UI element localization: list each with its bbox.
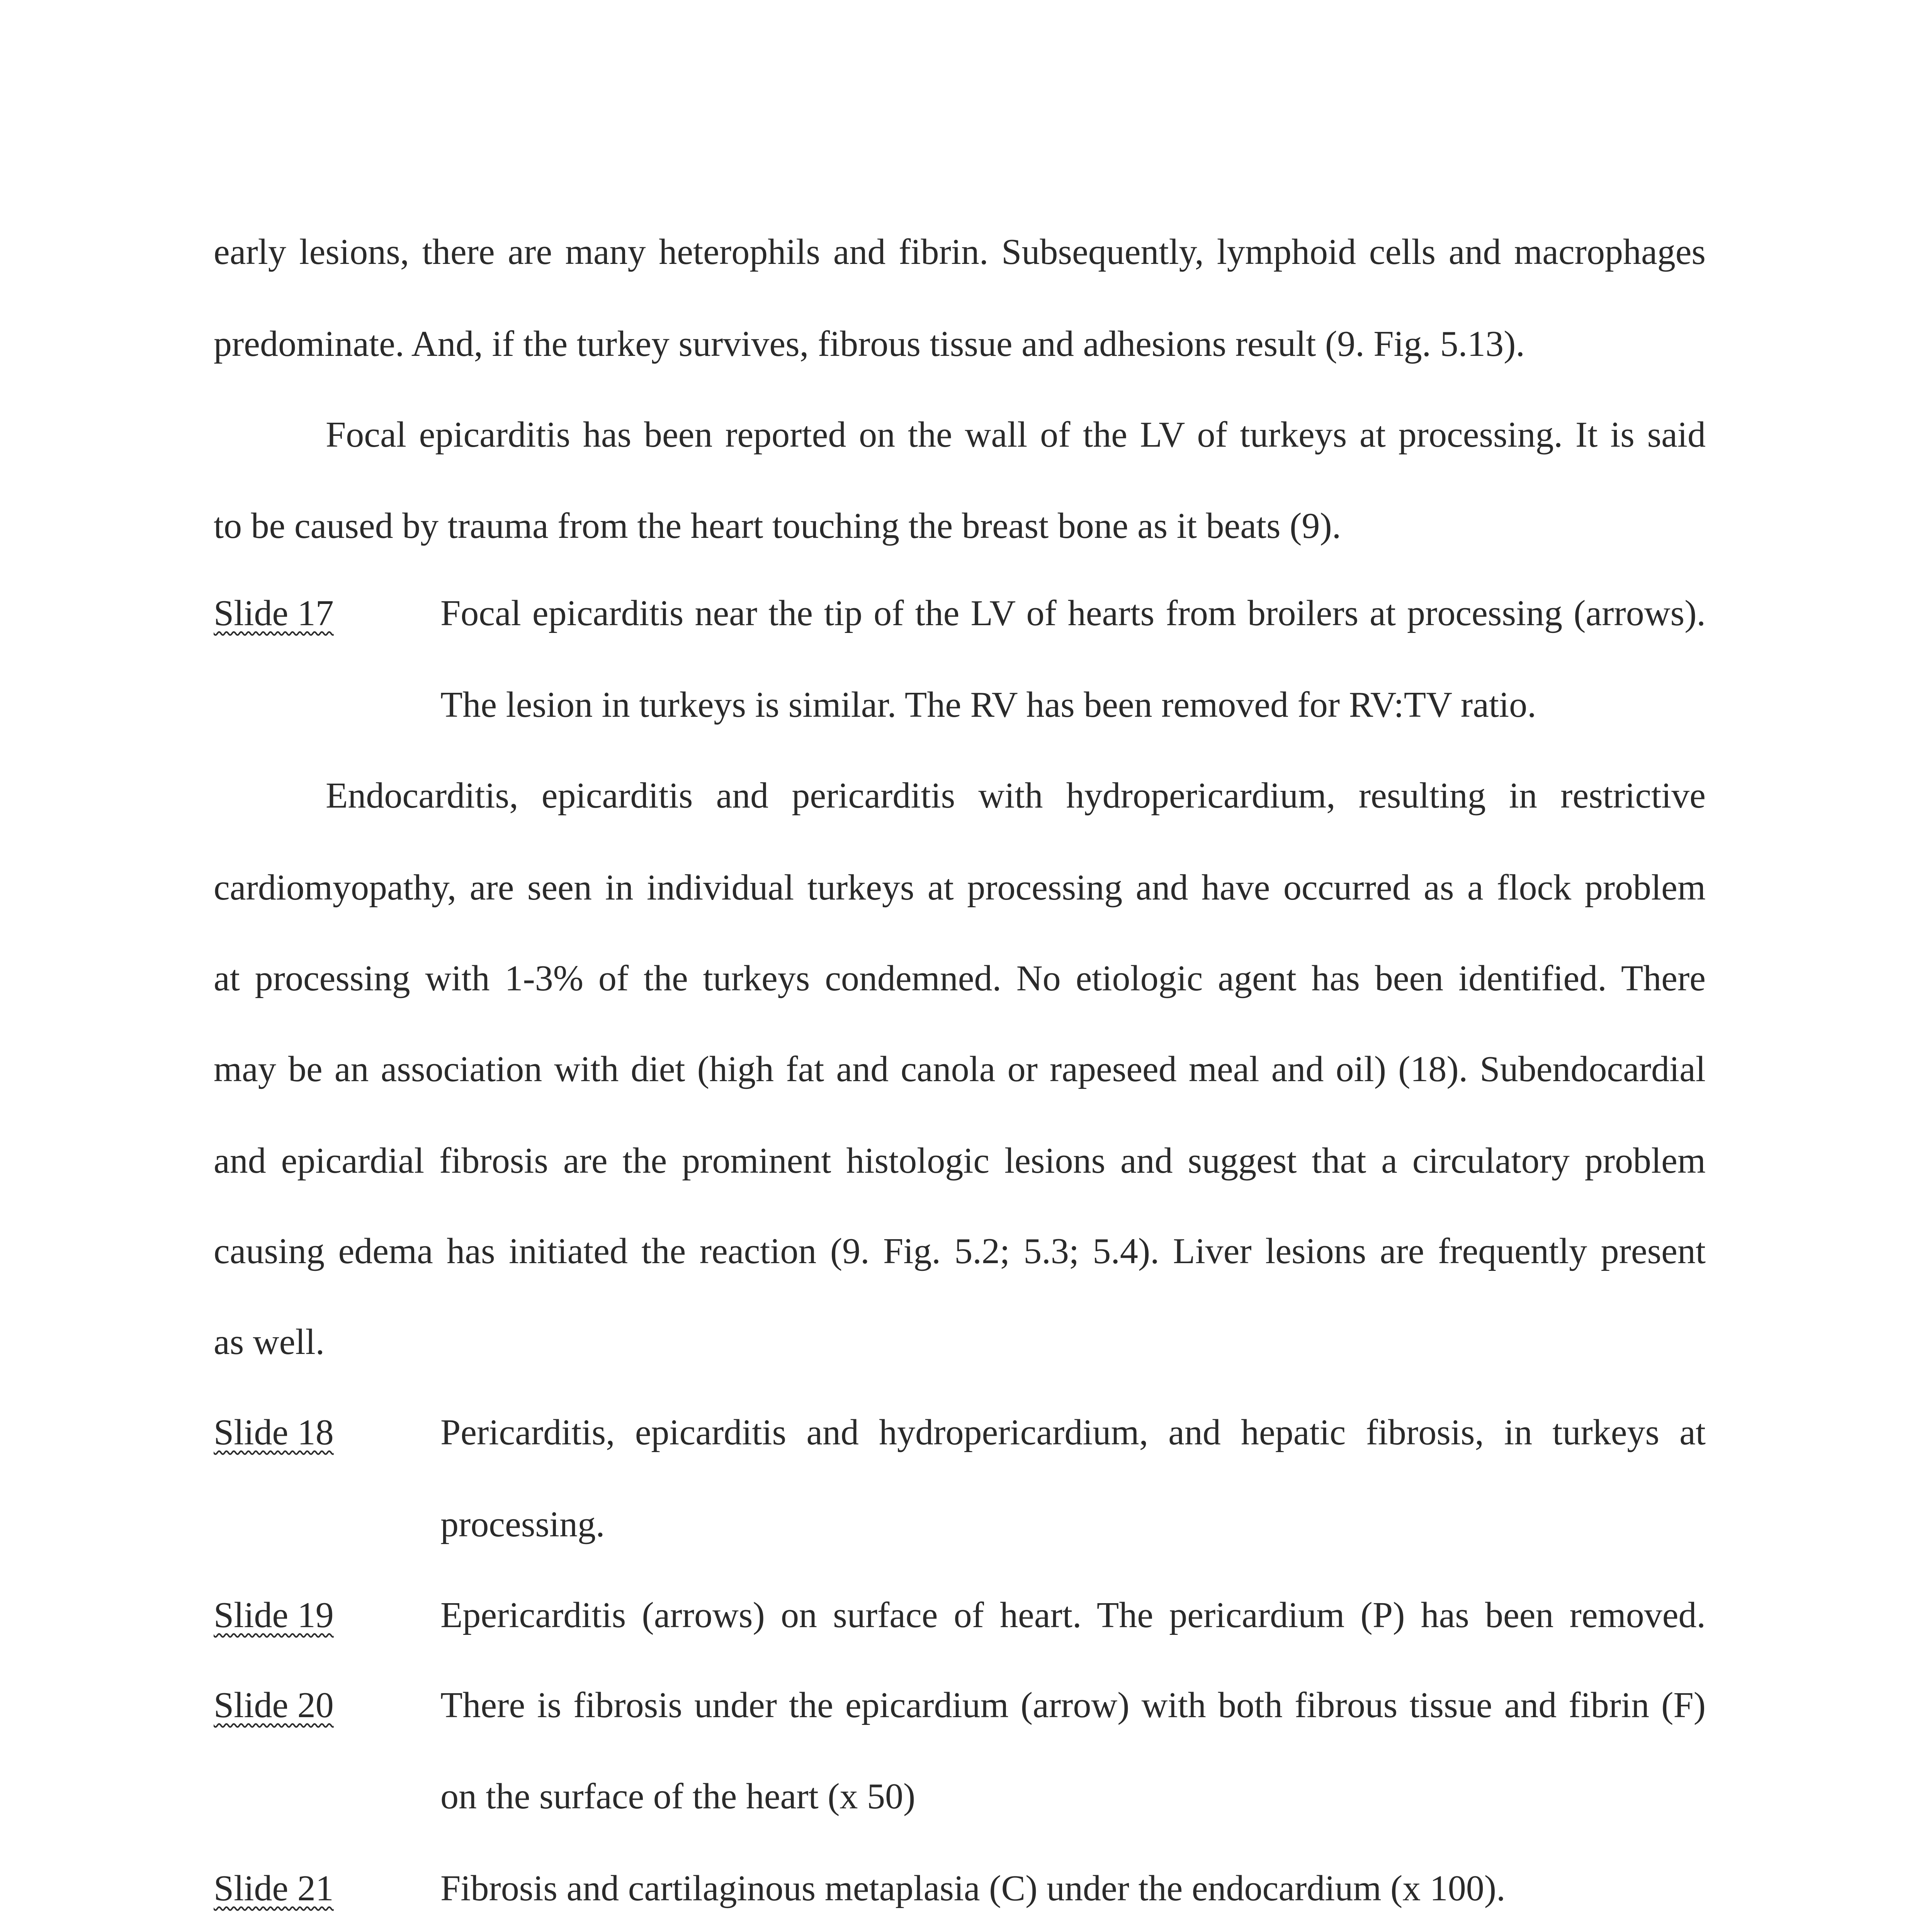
body-text-line: predominate. And, if the turkey survives, fibrous tissue and adhesions result (9. Fig. 5.13). [214,324,1525,364]
slide-caption-text: There is fibrosis under the epicardium (arrow) with both fibrous tissue and fibrin (F) [440,1685,1706,1725]
slide-caption-text: Fibrosis and cartilaginous metaplasia (C) under the endocardium (x 100). [440,1868,1506,1908]
slide-label: Slide 18 [214,1412,334,1452]
paragraph-first-line: Endocarditis, epicarditis and pericarditis with hydropericardium, resulting in restrictive [326,776,1706,816]
slide-label: Slide 19 [214,1595,334,1635]
slide-caption-text: Epericarditis (arrows) on surface of heart. The pericardium (P) has been removed. [440,1595,1706,1635]
slide-caption-text: on the surface of the heart (x 50) [440,1776,916,1816]
body-text-line: cardiomyopathy, are seen in individual turkeys at processing and have occurred as a flock problem [214,867,1706,908]
body-text-line: and epicardial fibrosis are the prominent histologic lesions and suggest that a circulatory problem [214,1141,1706,1181]
slide-caption-text: Pericarditis, epicarditis and hydropericardium, and hepatic fibrosis, in turkeys at [440,1412,1706,1452]
slide-label: Slide 21 [214,1868,334,1908]
slide-label: Slide 17 [214,593,334,633]
body-text-line: may be an association with diet (high fat and canola or rapeseed meal and oil) (18). Subendocardial [214,1049,1706,1089]
paragraph-first-line: Focal epicarditis has been reported on the wall of the LV of turkeys at processing. It is said [326,415,1706,455]
body-text-line: as well. [214,1322,325,1362]
body-text-line: to be caused by trauma from the heart touching the breast bone as it beats (9). [214,506,1341,546]
body-text-line: causing edema has initiated the reaction (9. Fig. 5.2; 5.3; 5.4). Liver lesions are frequently present [214,1231,1706,1271]
body-text-line: early lesions, there are many heterophils and fibrin. Subsequently, lymphoid cells and macrophages [214,232,1706,272]
slide-label: Slide 20 [214,1685,334,1725]
slide-caption-text: The lesion in turkeys is similar. The RV has been removed for RV:TV ratio. [440,685,1536,725]
slide-caption-text: processing. [440,1504,605,1544]
slide-caption-text: Focal epicarditis near the tip of the LV of hearts from broilers at processing (arrows). [440,593,1706,633]
body-text-line: at processing with 1-3% of the turkeys condemned. No etiologic agent has been identified. There [214,958,1706,998]
